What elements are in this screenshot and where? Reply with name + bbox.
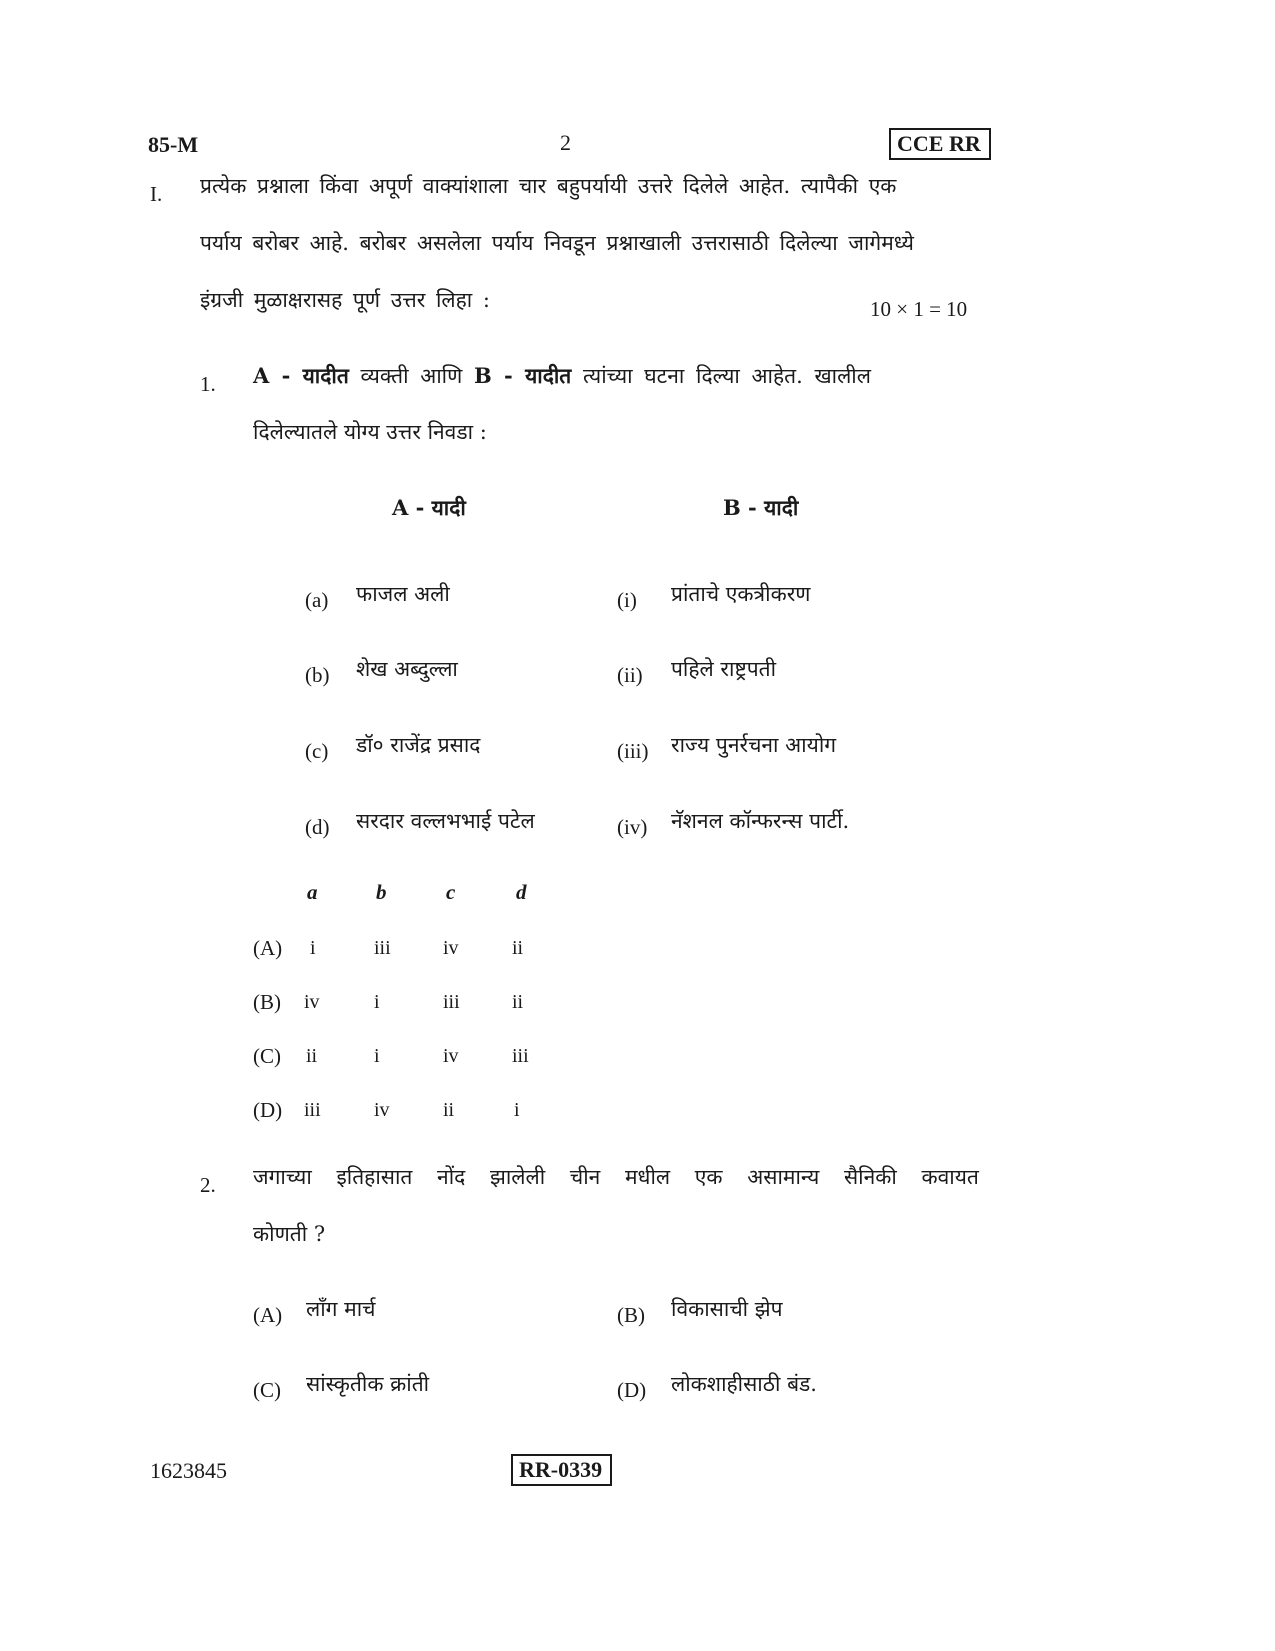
footer-serial-number: 1623845 [150,1458,227,1483]
option-label: (C) [253,1044,281,1068]
option-cell: i [310,937,316,959]
option-cell: iii [443,991,460,1013]
option-cell: iii [374,937,391,959]
list-a-item-label: (d) [305,815,330,839]
option-label: (C) [253,1378,281,1402]
list-a-item-text: शेख अब्दुल्ला [356,657,458,681]
list-b-item-text: नॅशनल कॉन्फरन्स पार्टी. [671,809,850,833]
option-cell: ii [512,991,524,1013]
option-cell: iii [512,1045,529,1067]
list-a-item-text: डॉ० राजेंद्र प्रसाद [356,733,481,757]
option-col-head-d: d [516,880,527,904]
option-text: लाँग मार्च [306,1297,376,1321]
option-cell: iv [443,937,459,959]
list-b-item-label: (iv) [617,815,648,839]
option-col-head-c: c [446,880,456,904]
paper-code: 85-M [148,132,199,157]
option-text: सांस्कृतीक क्रांती [306,1372,430,1396]
option-cell: iv [304,991,320,1013]
option-cell: iii [304,1099,321,1121]
list-a-item-label: (c) [305,739,329,763]
question-1-text-part-1: व्यक्ती आणि [360,364,463,388]
option-cell: ii [512,937,524,959]
instruction-line-1: प्रत्येक प्रश्नाला किंवा अपूर्ण वाक्यांशाला चार बहुपर्यायी उत्तरे दिलेले आहेत. त्यापैकी एक [200,174,897,198]
option-label: (B) [253,990,281,1014]
option-cell: ii [306,1045,318,1067]
option-label: (D) [617,1378,647,1402]
section-marks: 10 × 1 = 10 [870,297,968,321]
question-1-number: 1. [200,372,216,396]
list-a-item-text: फाजल अली [356,582,450,606]
page-number: 2 [560,130,571,155]
section-number: I. [150,182,163,206]
question-1-line-2: दिलेल्यातले योग्य उत्तर निवडा : [253,420,487,444]
option-col-head-b: b [376,880,387,904]
option-cell: ii [443,1099,455,1121]
list-b-item-text: राज्य पुनर्रचना आयोग [671,733,837,757]
option-label: (B) [617,1303,645,1327]
list-b-item-label: (i) [617,588,637,612]
option-cell: iv [443,1045,459,1067]
option-cell: i [374,991,380,1013]
list-a-title: A - यादी [392,495,466,520]
list-a-item-text: सरदार वल्लभभाई पटेल [356,809,535,833]
option-label: (A) [253,936,283,960]
series-box-label: CCE RR [889,128,991,160]
list-b-ref: B - यादीत [473,363,572,388]
option-col-head-a: a [307,880,318,904]
footer-code-box: RR-0339 [511,1454,612,1486]
list-b-title: B - यादी [723,495,799,520]
option-label: (A) [253,1303,283,1327]
list-a-item-label: (b) [305,663,330,687]
option-text: लोकशाहीसाठी बंड. [671,1372,817,1396]
question-1-line-1 [253,362,871,390]
question-2-number: 2. [200,1173,216,1197]
question-2-line-2: कोणती ? [253,1222,326,1246]
instruction-line-2: पर्याय बरोबर आहे. बरोबर असलेला पर्याय निवडून प्रश्नाखाली उत्तरासाठी दिलेल्या जागेमध्ये [200,231,914,255]
list-b-item-label: (ii) [617,663,643,687]
list-b-item-label: (iii) [617,739,649,763]
option-cell: iv [374,1099,390,1121]
list-a-ref: A - यादीत [253,363,349,388]
list-b-item-text: प्रांताचे एकत्रीकरण [671,582,811,606]
option-label: (D) [253,1098,283,1122]
instruction-line-3: इंग्रजी मुळाक्षरासह पूर्ण उत्तर लिहा : [200,288,491,312]
option-text: विकासाची झेप [671,1297,783,1321]
option-cell: i [514,1099,520,1121]
option-cell: i [374,1045,380,1067]
question-2-line-1: जगाच्या इतिहासात नोंद झालेली चीन मधील एक असामान्य सैनिकी कवायत [253,1165,979,1189]
question-1-text-part-2: त्यांच्या घटना दिल्या आहेत. खालील [582,364,871,388]
list-b-item-text: पहिले राष्ट्रपती [671,657,777,681]
list-a-item-label: (a) [305,588,329,612]
